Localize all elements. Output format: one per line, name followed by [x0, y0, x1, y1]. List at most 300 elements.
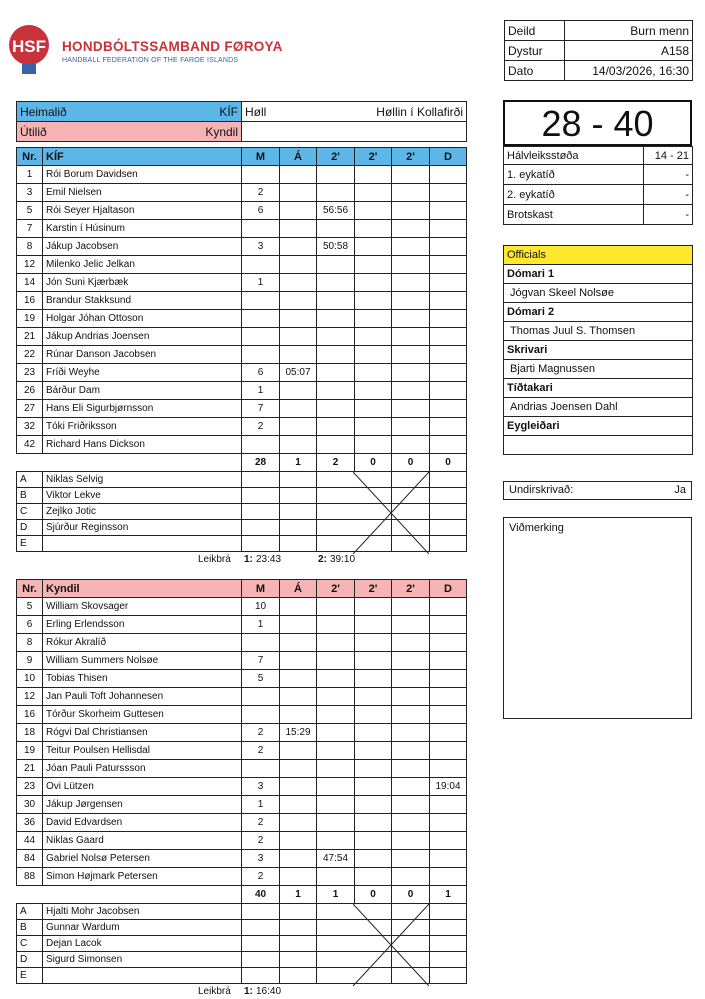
player-row	[17, 310, 467, 328]
player-number: 27	[17, 400, 43, 418]
player-stat-d	[430, 850, 467, 868]
player-stat-m	[242, 166, 280, 184]
player-stat-s2	[355, 220, 392, 238]
totals-blank	[17, 886, 43, 904]
player-stat-s3	[392, 346, 430, 364]
player-stat-a	[280, 742, 317, 760]
player-row	[17, 850, 467, 868]
official-name-row	[504, 398, 693, 417]
player-stat-m: 6	[242, 364, 280, 382]
player-stat-s1	[317, 688, 355, 706]
col-header-stat: Á	[280, 148, 317, 166]
player-stat-s1	[317, 760, 355, 778]
svg-text:HSF: HSF	[12, 37, 46, 56]
player-name: Rúnar Danson Jacobsen	[43, 346, 242, 364]
total-s1: 2	[317, 454, 355, 472]
player-stat-s1	[317, 778, 355, 796]
score-detail-label: 1. eykatíð	[504, 165, 644, 185]
player-row	[17, 742, 467, 760]
player-name: Hans Eli Sigurbjørnsson	[43, 400, 242, 418]
player-stat-s1	[317, 382, 355, 400]
team-official-extra	[430, 936, 467, 952]
signed-label: Undirskrivað:	[509, 484, 574, 496]
player-stat-a	[280, 778, 317, 796]
player-stat-a	[280, 166, 317, 184]
timeout-1-value: 16:40	[256, 986, 282, 997]
team-official-name: Viktor Lekve	[43, 488, 242, 504]
player-stat-a	[280, 616, 317, 634]
player-stat-d	[430, 742, 467, 760]
official-name-row	[504, 436, 693, 455]
total-m: 40	[242, 886, 280, 904]
player-stat-s2	[355, 670, 392, 688]
player-row	[17, 724, 467, 742]
player-stat-s1	[317, 346, 355, 364]
player-stat-d	[430, 202, 467, 220]
col-header-stat: M	[242, 580, 280, 598]
player-number: 8	[17, 634, 43, 652]
team-official-extra	[242, 520, 280, 536]
player-name: Rói Seyer Hjaltason	[43, 202, 242, 220]
official-name: Andrias Joensen Dahl	[504, 398, 693, 417]
player-stat-m: 10	[242, 598, 280, 616]
player-number: 12	[17, 688, 43, 706]
player-stat-m: 2	[242, 184, 280, 202]
totals-row	[17, 886, 467, 904]
player-stat-s1	[317, 868, 355, 886]
official-name-row	[504, 360, 693, 379]
player-stat-m	[242, 346, 280, 364]
total-a: 1	[280, 454, 317, 472]
player-stat-s1	[317, 742, 355, 760]
team-official-extra	[242, 904, 280, 920]
team-official-extra	[430, 488, 467, 504]
home-team-cell	[17, 102, 242, 122]
player-stat-d	[430, 706, 467, 724]
player-name: Richard Hans Dickson	[43, 436, 242, 454]
player-row	[17, 220, 467, 238]
player-stat-s2	[355, 436, 392, 454]
player-stat-a	[280, 346, 317, 364]
player-stat-a	[280, 796, 317, 814]
team-official-code: C	[17, 504, 43, 520]
player-stat-d	[430, 364, 467, 382]
player-stat-s2	[355, 400, 392, 418]
player-name: Jákup Andrias Joensen	[43, 328, 242, 346]
player-stat-a	[280, 436, 317, 454]
team-official-extra	[430, 904, 467, 920]
player-name: Emil Nielsen	[43, 184, 242, 202]
team-official-extra	[280, 520, 317, 536]
player-stat-d	[430, 652, 467, 670]
player-stat-d	[430, 814, 467, 832]
player-stat-d	[430, 616, 467, 634]
player-stat-s3	[392, 634, 430, 652]
player-stat-s3	[392, 328, 430, 346]
score-detail-label: Brotskast	[504, 205, 644, 225]
totals-row	[17, 454, 467, 472]
player-stat-d	[430, 184, 467, 202]
player-stat-m: 3	[242, 238, 280, 256]
player-stat-a	[280, 706, 317, 724]
team-official-code: B	[17, 920, 43, 936]
totals-blank	[43, 886, 242, 904]
player-row	[17, 652, 467, 670]
team-official-extra	[430, 472, 467, 488]
player-stat-m: 2	[242, 724, 280, 742]
player-stat-s1	[317, 364, 355, 382]
player-row	[17, 688, 467, 706]
player-stat-s1	[317, 616, 355, 634]
player-stat-s3	[392, 724, 430, 742]
player-name: William Skovsager	[43, 598, 242, 616]
team-official-code: D	[17, 952, 43, 968]
player-stat-s2	[355, 814, 392, 832]
player-stat-s2	[355, 382, 392, 400]
player-stat-a	[280, 418, 317, 436]
team-official-name: Sigurd Simonsen	[43, 952, 242, 968]
score-detail-label: Hálvleiksstøða	[504, 147, 644, 165]
col-header-stat: Á	[280, 580, 317, 598]
col-header-stat: 2'	[392, 580, 430, 598]
player-stat-a	[280, 400, 317, 418]
total-s3: 0	[392, 886, 430, 904]
totals-blank	[43, 454, 242, 472]
team-official-name: Gunnar Wardum	[43, 920, 242, 936]
player-stat-d	[430, 634, 467, 652]
player-stat-s2	[355, 832, 392, 850]
team-official-extra	[430, 504, 467, 520]
player-row	[17, 418, 467, 436]
player-stat-s2	[355, 364, 392, 382]
player-name: Tobias Thisen	[43, 670, 242, 688]
player-name: Fríði Weyhe	[43, 364, 242, 382]
player-stat-s3	[392, 274, 430, 292]
player-stat-a	[280, 184, 317, 202]
col-header-nr: Nr.	[17, 580, 43, 598]
player-row	[17, 796, 467, 814]
player-row	[17, 166, 467, 184]
player-row	[17, 256, 467, 274]
player-name: Brandur Stakksund	[43, 292, 242, 310]
col-header-team: Kyndil	[43, 580, 242, 598]
player-stat-m	[242, 706, 280, 724]
team-official-extra	[242, 968, 280, 984]
official-role: Dómari 1	[504, 265, 693, 284]
player-stat-d	[430, 400, 467, 418]
player-stat-m	[242, 292, 280, 310]
team-official-extra	[280, 472, 317, 488]
player-number: 16	[17, 292, 43, 310]
player-row	[17, 382, 467, 400]
player-number: 19	[17, 310, 43, 328]
player-stat-m: 7	[242, 400, 280, 418]
player-row	[17, 364, 467, 382]
player-stat-d	[430, 832, 467, 850]
player-stat-d	[430, 670, 467, 688]
officials-title: Officials	[504, 246, 693, 265]
official-role: Skrivari	[504, 341, 693, 360]
player-number: 42	[17, 436, 43, 454]
player-stat-s3	[392, 436, 430, 454]
col-header-team: KÍF	[43, 148, 242, 166]
player-stat-a	[280, 868, 317, 886]
player-number: 8	[17, 238, 43, 256]
player-stat-s2	[355, 760, 392, 778]
player-number: 88	[17, 868, 43, 886]
away-name: Kyndil	[205, 124, 238, 139]
team-official-extra	[280, 968, 317, 984]
player-stat-s2	[355, 688, 392, 706]
federation-logo	[8, 24, 50, 76]
info-value: Burn menn	[565, 21, 693, 41]
player-stat-s2	[355, 616, 392, 634]
player-stat-s3	[392, 310, 430, 328]
team-official-name	[43, 968, 242, 984]
roster-header-row	[17, 148, 467, 166]
player-stat-s3	[392, 688, 430, 706]
player-stat-s2	[355, 184, 392, 202]
player-row	[17, 292, 467, 310]
player-number: 1	[17, 166, 43, 184]
timeout-2-label: 2:	[318, 554, 327, 565]
player-name: Tóki Friðriksson	[43, 418, 242, 436]
player-name: Jákup Jørgensen	[43, 796, 242, 814]
player-stat-s3	[392, 760, 430, 778]
player-stat-s2	[355, 850, 392, 868]
player-stat-a	[280, 832, 317, 850]
official-name: Bjarti Magnussen	[504, 360, 693, 379]
player-stat-s1	[317, 436, 355, 454]
col-header-stat: 2'	[317, 148, 355, 166]
player-stat-m: 5	[242, 670, 280, 688]
player-stat-m: 2	[242, 418, 280, 436]
player-row	[17, 706, 467, 724]
roster-header-row	[17, 580, 467, 598]
player-stat-m	[242, 688, 280, 706]
player-name: Jákup Jacobsen	[43, 238, 242, 256]
player-stat-s3	[392, 598, 430, 616]
official-name-row	[504, 284, 693, 303]
team-official-extra	[242, 952, 280, 968]
player-stat-s1: 50:58	[317, 238, 355, 256]
player-stat-m	[242, 760, 280, 778]
org-title: HONDBÓLTSSAMBAND FØROYA	[62, 39, 283, 54]
player-stat-s3	[392, 220, 430, 238]
player-stat-d	[430, 166, 467, 184]
score-detail-value: 14 - 21	[644, 147, 693, 165]
player-number: 6	[17, 616, 43, 634]
player-stat-s1	[317, 400, 355, 418]
player-stat-a	[280, 382, 317, 400]
total-m: 28	[242, 454, 280, 472]
player-stat-s2	[355, 256, 392, 274]
score-detail-row	[504, 185, 693, 205]
player-name: Ovi Lützen	[43, 778, 242, 796]
player-row	[17, 634, 467, 652]
score-detail-row	[504, 205, 693, 225]
team-official-extra	[242, 472, 280, 488]
player-stat-d	[430, 256, 467, 274]
player-stat-a	[280, 760, 317, 778]
total-d: 1	[430, 886, 467, 904]
player-row	[17, 238, 467, 256]
player-stat-s3	[392, 364, 430, 382]
player-stat-s2	[355, 310, 392, 328]
score-detail-value: -	[644, 185, 693, 205]
player-stat-m	[242, 310, 280, 328]
player-stat-s3	[392, 832, 430, 850]
col-header-stat: 2'	[392, 148, 430, 166]
official-role: Eygleiðari	[504, 417, 693, 436]
team-official-extra	[242, 504, 280, 520]
player-stat-s3	[392, 796, 430, 814]
player-number: 16	[17, 706, 43, 724]
player-number: 44	[17, 832, 43, 850]
team-official-extra	[430, 520, 467, 536]
player-stat-a	[280, 238, 317, 256]
player-stat-s1	[317, 310, 355, 328]
player-number: 32	[17, 418, 43, 436]
team-official-extra	[280, 920, 317, 936]
player-stat-d	[430, 724, 467, 742]
player-stat-d	[430, 418, 467, 436]
player-stat-s2	[355, 742, 392, 760]
player-number: 18	[17, 724, 43, 742]
player-stat-s2	[355, 274, 392, 292]
player-number: 23	[17, 778, 43, 796]
player-row	[17, 202, 467, 220]
player-stat-m: 6	[242, 202, 280, 220]
player-number: 9	[17, 652, 43, 670]
player-stat-a: 15:29	[280, 724, 317, 742]
player-stat-m	[242, 436, 280, 454]
officials-header-row	[504, 246, 693, 265]
official-role-row	[504, 303, 693, 322]
player-stat-m: 3	[242, 778, 280, 796]
player-stat-d	[430, 796, 467, 814]
player-name: David Edvardsen	[43, 814, 242, 832]
player-stat-s3	[392, 868, 430, 886]
player-stat-s3	[392, 292, 430, 310]
player-name: Bárður Dam	[43, 382, 242, 400]
player-stat-s2	[355, 346, 392, 364]
col-header-stat: 2'	[355, 148, 392, 166]
player-stat-s2	[355, 706, 392, 724]
official-name: Jógvan Skeel Nolsøe	[504, 284, 693, 303]
player-row	[17, 346, 467, 364]
player-stat-s3	[392, 850, 430, 868]
team-official-code: D	[17, 520, 43, 536]
player-stat-s3	[392, 814, 430, 832]
col-header-stat: M	[242, 148, 280, 166]
player-stat-s1	[317, 256, 355, 274]
player-stat-s1	[317, 796, 355, 814]
total-d: 0	[430, 454, 467, 472]
empty-cell	[242, 122, 467, 142]
player-stat-s2	[355, 634, 392, 652]
player-stat-s1	[317, 220, 355, 238]
player-stat-s3	[392, 400, 430, 418]
player-stat-d	[430, 346, 467, 364]
player-stat-m	[242, 220, 280, 238]
player-stat-s2	[355, 418, 392, 436]
team-official-extra	[280, 488, 317, 504]
team-official-extra	[280, 904, 317, 920]
player-stat-s2	[355, 292, 392, 310]
team-official-extra	[242, 920, 280, 936]
player-stat-s3	[392, 184, 430, 202]
team-official-extra	[430, 968, 467, 984]
team-official-extra	[280, 536, 317, 552]
player-number: 12	[17, 256, 43, 274]
team-official-name: Niklas Selvig	[43, 472, 242, 488]
total-s1: 1	[317, 886, 355, 904]
player-stat-s3	[392, 418, 430, 436]
player-number: 21	[17, 328, 43, 346]
player-stat-d	[430, 598, 467, 616]
totals-blank	[17, 454, 43, 472]
player-stat-s3	[392, 382, 430, 400]
player-name: Jón Suni Kjærbæk	[43, 274, 242, 292]
player-stat-s1	[317, 634, 355, 652]
player-stat-s2	[355, 202, 392, 220]
timeout-label: Leikbrá	[198, 986, 231, 997]
info-value: A158	[565, 41, 693, 61]
timeout-2-value: 39:10	[330, 554, 356, 565]
official-name: Thomas Juul S. Thomsen	[504, 322, 693, 341]
team-official-name: Sjúrður Reginsson	[43, 520, 242, 536]
player-name: Niklas Gaard	[43, 832, 242, 850]
player-row	[17, 832, 467, 850]
player-stat-m: 2	[242, 868, 280, 886]
player-stat-s1	[317, 670, 355, 688]
player-stat-s1	[317, 724, 355, 742]
score-detail-row	[504, 165, 693, 185]
player-name: Rógvi Dal Christiansen	[43, 724, 242, 742]
player-stat-m: 3	[242, 850, 280, 868]
hsf-logo-icon	[8, 24, 50, 76]
player-row	[17, 328, 467, 346]
player-stat-s2	[355, 724, 392, 742]
player-name: Milenko Jelic Jelkan	[43, 256, 242, 274]
player-name: Rókur Akralíð	[43, 634, 242, 652]
signed-value: Ja	[674, 484, 686, 496]
player-stat-m: 1	[242, 382, 280, 400]
timeout-line	[16, 985, 466, 999]
player-row	[17, 616, 467, 634]
info-row	[505, 61, 693, 81]
team-official-extra	[280, 952, 317, 968]
player-name: Holgar Jóhan Ottoson	[43, 310, 242, 328]
player-number: 14	[17, 274, 43, 292]
player-name: Gabriel Nolsø Petersen	[43, 850, 242, 868]
player-stat-a: 05:07	[280, 364, 317, 382]
player-row	[17, 184, 467, 202]
player-stat-s2	[355, 652, 392, 670]
score-detail-value: -	[644, 205, 693, 225]
player-name: Karstin í Húsinum	[43, 220, 242, 238]
timeout-line	[16, 553, 466, 567]
player-stat-a	[280, 220, 317, 238]
player-stat-d	[430, 238, 467, 256]
timeout-label: Leikbrá	[198, 554, 231, 565]
team-official-extra	[280, 504, 317, 520]
total-s2: 0	[355, 454, 392, 472]
team-official-name: Zejlko Jotic	[43, 504, 242, 520]
teams-table	[16, 101, 467, 142]
player-row	[17, 868, 467, 886]
